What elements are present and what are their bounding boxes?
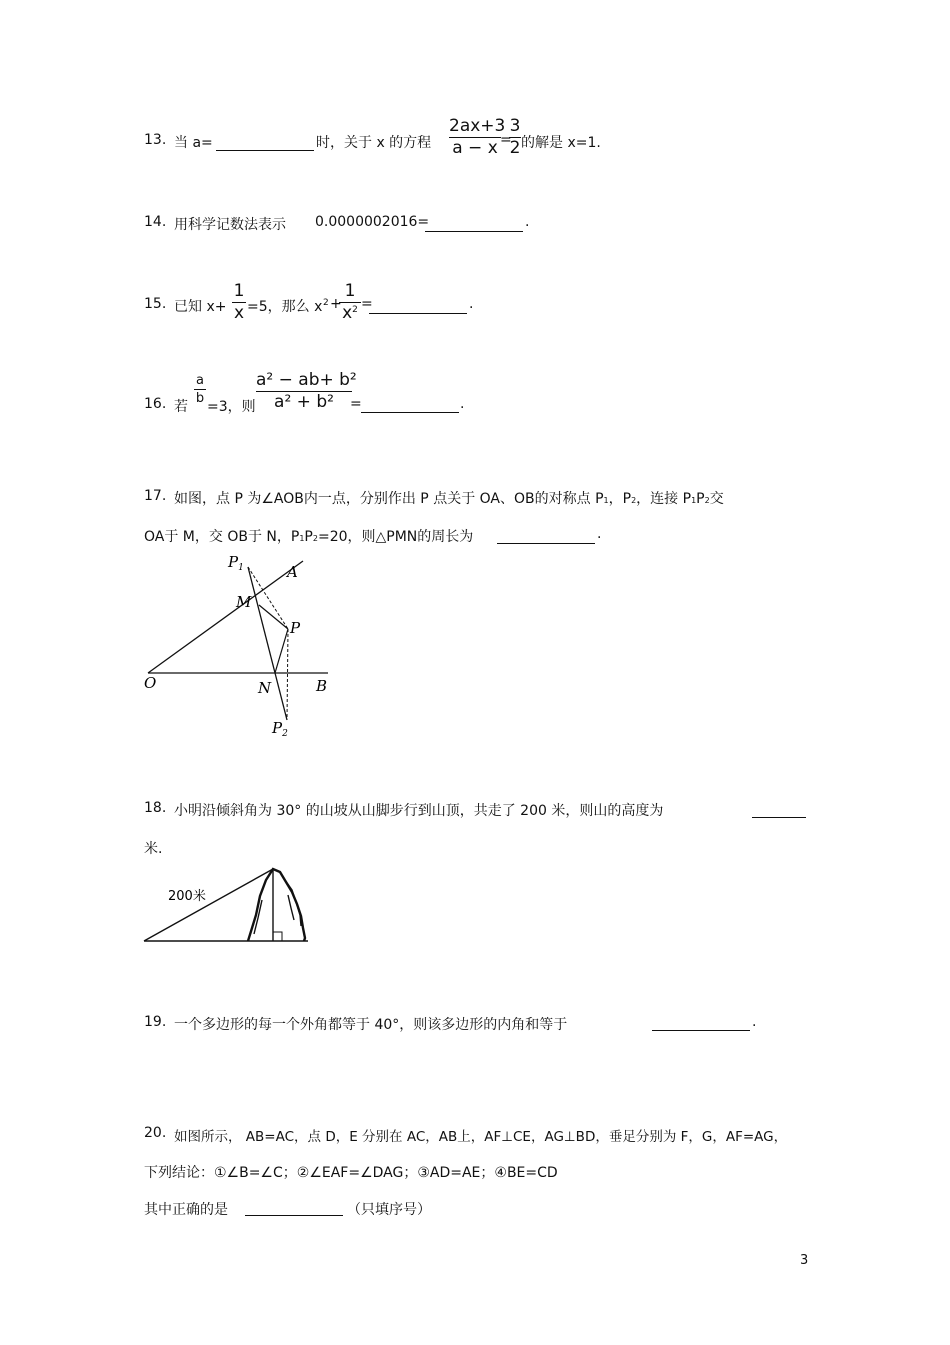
q13-fraction-1-numerator: 2ax+3 [449, 116, 506, 136]
q18-text: 小明沿倾斜角为 30° 的山坡从山脚步行到山顶，共走了 200 米，则山的高度为 [174, 803, 664, 819]
q15-fraction-2-numerator: 1 [344, 281, 356, 301]
q14-answer-blank[interactable] [425, 231, 523, 232]
label-P2: $P_2$ [272, 719, 288, 739]
q19-number: 19. [144, 1014, 167, 1030]
q15-number: 15. [144, 296, 167, 312]
dashed-PP2 [287, 629, 288, 720]
q15-fraction-1 [232, 283, 246, 322]
q16-fraction-2 [256, 370, 357, 412]
q13-prefix: 当 a= [174, 135, 213, 151]
q15-end: . [469, 296, 474, 312]
segment-PN [275, 629, 288, 673]
label-P: P [290, 619, 301, 637]
q16-fraction-1-numerator: a [196, 373, 204, 388]
label-A: A [287, 563, 298, 581]
q15-exponent: 2 [323, 298, 329, 308]
q13-middle: 时，关于 x 的方程 [316, 135, 432, 151]
q18-number: 18. [144, 800, 167, 816]
q15-prefix: 已知 x+ [174, 299, 227, 315]
q20-line-2: 下列结论：①∠B=∠C；②∠EAF=∠DAG；③AD=AE；④BE=CD [144, 1165, 558, 1181]
q16-answer-blank[interactable] [361, 412, 459, 413]
page-number: 3 [800, 1253, 809, 1268]
q16-number: 16. [144, 396, 167, 412]
slope-line [144, 869, 273, 941]
q14-number: 14. [144, 214, 167, 230]
q16-middle: =3，则 [207, 399, 256, 415]
label-O: O [144, 674, 157, 692]
q13-answer-blank[interactable] [216, 150, 314, 151]
q16-fraction-2-numerator: a² − ab+ b² [256, 370, 357, 390]
q13-fraction-2 [509, 118, 521, 157]
q18-figure [140, 860, 315, 950]
segment-P1P2 [248, 567, 287, 720]
q16-fraction-1-denominator: b [195, 391, 205, 406]
label-P1: $P_1$ [228, 553, 244, 573]
slope-length-label: 200米 [168, 889, 206, 904]
q14-value: 0.0000002016= [315, 214, 430, 230]
q20-answer-blank[interactable] [245, 1215, 343, 1216]
q20-line-3-suffix: （只填序号） [347, 1202, 431, 1218]
label-M: M [236, 593, 252, 611]
q13-fraction-2-numerator: 3 [509, 116, 521, 136]
q17-line-1: 如图，点 P 为∠AOB内一点，分别作出 P 点关于 OA、OB的对称点 P1，P2，连接 P1P2交 [174, 491, 724, 507]
q15-plus: + [330, 296, 342, 312]
q13-fraction-2-denominator: 2 [509, 138, 521, 158]
q13-equals: = [500, 132, 512, 148]
q15-fraction-1-denominator: x [233, 303, 245, 323]
q14-text: 用科学记数法表示 [174, 217, 286, 233]
q16-fraction-1 [194, 374, 206, 405]
q17-line-2: OA于 M，交 OB于 N，P1P2=20，则△PMN的周长为 [144, 529, 474, 545]
q20-number: 20. [144, 1125, 167, 1141]
right-angle-mark [273, 932, 282, 941]
label-N: N [258, 679, 272, 697]
q13-number: 13. [144, 132, 167, 148]
q18-answer-blank[interactable] [752, 817, 806, 818]
q19-answer-blank[interactable] [652, 1030, 750, 1031]
q16-end: . [460, 396, 465, 412]
q15-fraction-2-denominator: $x^2$ [342, 303, 358, 323]
q17-figure [140, 550, 335, 740]
q15-fraction-2 [339, 283, 361, 322]
q20-line-1: 如图所示， AB=AC，点 D，E 分别在 AC，AB上，AF⊥CE，AG⊥BD，垂足分别为 F，G，AF=AG， [174, 1129, 788, 1145]
q20-line-3: 其中正确的是 [144, 1202, 228, 1218]
q15-fraction-1-numerator: 1 [233, 281, 245, 301]
q15-answer-blank[interactable] [369, 313, 467, 314]
q16-equals: = [350, 396, 362, 412]
q19-end: . [752, 1014, 757, 1030]
label-B: B [316, 677, 328, 695]
q13-suffix: 的解是 x=1. [521, 135, 601, 151]
q17-answer-blank[interactable] [497, 543, 595, 544]
q15-middle: =5，那么 x [247, 299, 323, 315]
q13-fraction-1 [449, 116, 506, 158]
q18-line-2: 米. [144, 841, 163, 857]
q16-fraction-2-denominator: a² + b² [274, 392, 334, 412]
q19-text: 一个多边形的每一个外角都等于 40°，则该多边形的内角和等于 [174, 1017, 568, 1033]
q14-end: . [525, 214, 530, 230]
mountain-detail [254, 880, 301, 934]
q15-fraction-2-exponent: 2 [352, 305, 358, 315]
q17-end: . [597, 526, 602, 542]
q16-prefix: 若 [174, 399, 188, 415]
q13-fraction-1-denominator: a − x [452, 138, 498, 158]
q15-equals: = [361, 296, 373, 312]
q17-number: 17. [144, 488, 167, 504]
